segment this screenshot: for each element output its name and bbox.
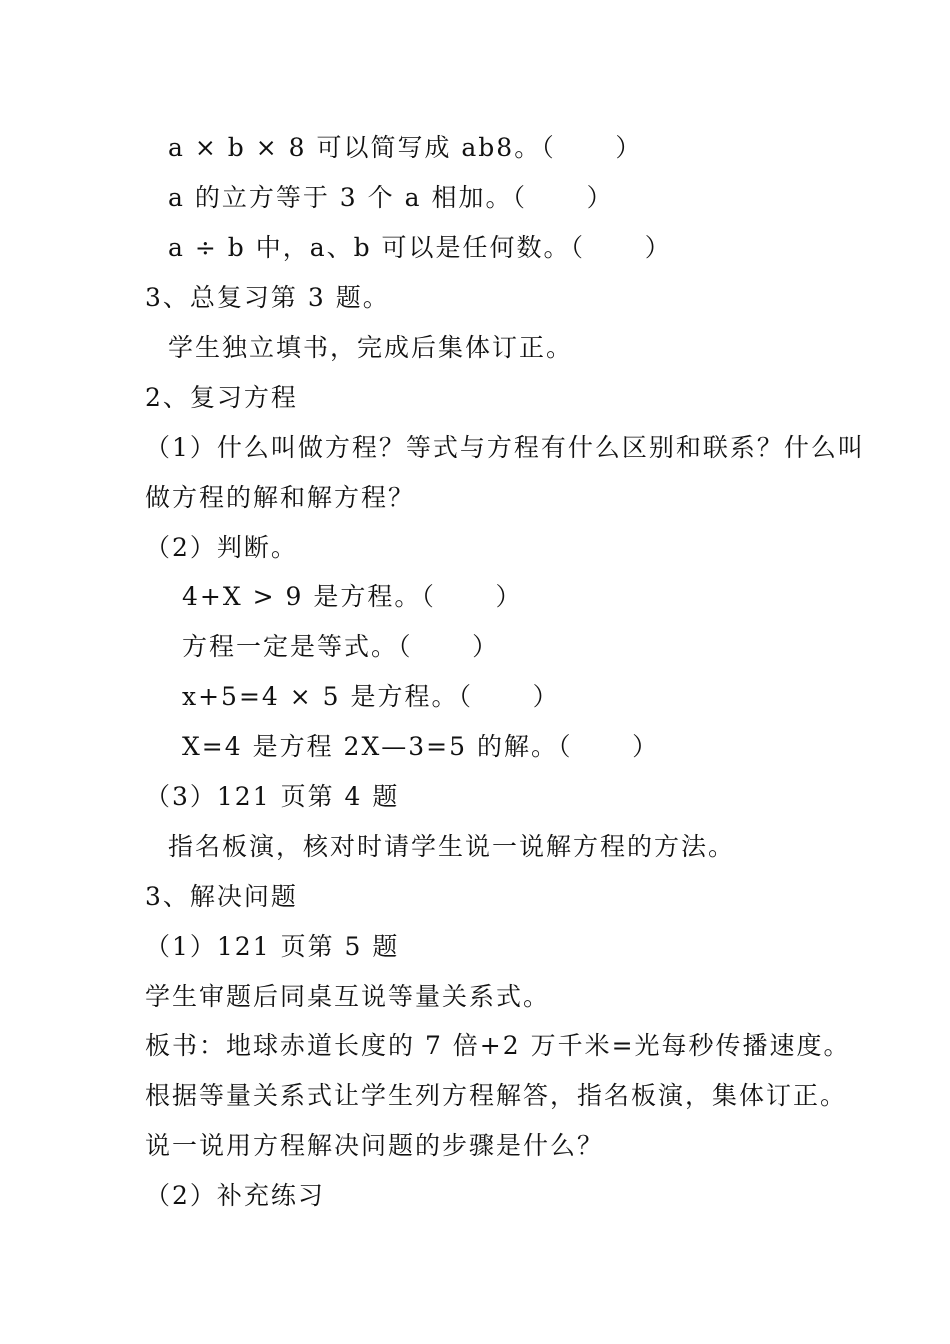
judgment-item-7: X=4 是方程 2X—3=5 的解。（ ） xyxy=(182,732,660,761)
subsection-heading: （1）121 页第 5 题 xyxy=(145,932,400,961)
judgment-item-4: 4+X > 9 是方程。（ ） xyxy=(182,582,523,611)
section-heading: 3、解决问题 xyxy=(145,882,298,911)
judgment-item-2: a 的立方等于 3 个 a 相加。（ ） xyxy=(168,183,614,212)
judgment-item-3: a ÷ b 中，a、b 可以是任何数。（ ） xyxy=(168,233,672,262)
paragraph: 学生审题后同桌互说等量关系式。 xyxy=(145,982,551,1011)
subsection-heading: （2）补充练习 xyxy=(145,1181,325,1210)
paragraph: 根据等量关系式让学生列方程解答，指名板演，集体订正。 xyxy=(145,1081,848,1110)
judgment-item-5: 方程一定是等式。（ ） xyxy=(182,632,500,661)
section-heading: 2、复习方程 xyxy=(145,383,298,412)
subsection-heading: （2）判断。 xyxy=(145,533,298,562)
judgment-item-1: a × b × 8 可以简写成 ab8。（ ） xyxy=(168,133,643,162)
paragraph: 说一说用方程解决问题的步骤是什么？ xyxy=(145,1131,605,1160)
question-line: （1）什么叫做方程？等式与方程有什么区别和联系？什么叫 xyxy=(145,433,865,462)
paragraph: 指名板演，核对时请学生说一说解方程的方法。 xyxy=(168,832,736,861)
judgment-item-6: x+5=4 × 5 是方程。（ ） xyxy=(182,682,560,711)
section-heading: 3、总复习第 3 题。 xyxy=(145,283,390,312)
paragraph: 学生独立填书，完成后集体订正。 xyxy=(168,333,574,362)
board-writing: 板书：地球赤道长度的 7 倍+2 万千米=光每秒传播速度。 xyxy=(145,1031,851,1060)
question-line: 做方程的解和解方程？ xyxy=(145,483,416,512)
subsection-heading: （3）121 页第 4 题 xyxy=(145,782,400,811)
